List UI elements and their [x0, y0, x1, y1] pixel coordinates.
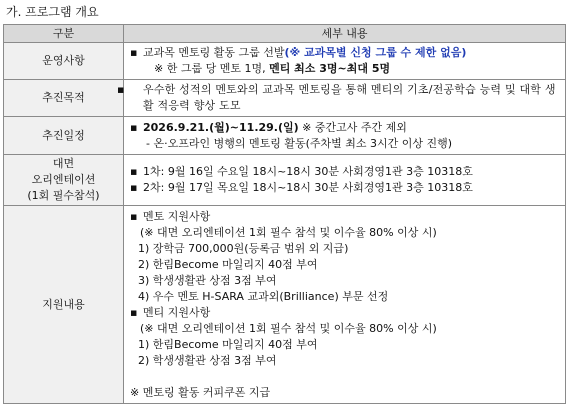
schedule-exclusion: ※ 중간고사 주간 제외	[298, 120, 407, 134]
orientation-session-2: 2차: 9월 17일 목요일 18시~18시 30분 사회경영1관 3층 10318호	[143, 181, 473, 194]
content-purpose	[117, 80, 566, 117]
orientation-label-3: (1회 필수참석)	[27, 189, 100, 202]
row-purpose	[4, 80, 566, 117]
orientation-label-2: 오리엔테이션	[31, 173, 96, 186]
content-orientation	[124, 155, 566, 206]
list-item: 1) 장학금 700,000원(등록금 범위 외 지급)	[138, 241, 349, 255]
row-schedule	[4, 117, 566, 155]
program-overview-table	[3, 24, 566, 404]
schedule-period: 2026.9.21.(월)~11.29.(일)	[143, 120, 299, 134]
bullet-icon: ▪	[130, 305, 138, 319]
header-category: 구분	[4, 25, 124, 43]
mentor-support-note: (※ 대면 오리엔테이션 1회 필수 참석 및 이수율 80% 이상 시)	[140, 225, 437, 239]
operation-line2: ※ 한 그룹 당 멘토 1명,	[154, 62, 270, 75]
bullet-icon: ▪	[130, 120, 138, 134]
operation-line1: 교과목 멘토링 활동 그룹 선발	[143, 46, 285, 59]
operation-mentee-range: 멘티 최소 3명~최대 5명	[269, 62, 391, 75]
row-operation	[4, 43, 566, 80]
row-support	[4, 206, 566, 404]
content-operation	[124, 43, 566, 80]
schedule-activity: - 온·오프라인 병행의 멘토링 활동(주차별 최소 3시간 이상 진행)	[146, 136, 453, 150]
operation-note-limit: (※ 교과목별 신청 그룹 수 제한 없음)	[284, 46, 467, 59]
purpose-text: 우수한 성적의 멘토와의 교과목 멘토링을 통해 멘티의 기초/전공학습 능력 및 대학 생활 적응력 향상 도모	[143, 83, 556, 112]
section-title: 가. 프로그램 개요	[6, 5, 99, 19]
bullet-icon: ▪	[130, 181, 138, 194]
list-item: 2) 한림Become 마일리지 40점 부여	[138, 257, 318, 271]
bullet-icon: ▪	[130, 165, 138, 178]
list-item: 2) 학생생활관 상점 3점 부여	[138, 353, 277, 367]
mentee-support-title: 멘티 지원사항	[143, 305, 211, 319]
list-item: 3) 학생생활관 상점 3점 부여	[138, 273, 277, 287]
content-schedule	[124, 117, 566, 155]
bullet-icon: ▪	[117, 83, 125, 96]
label-support: 지원내용	[4, 206, 124, 404]
coffee-coupon-note: ※ 멘토링 활동 커피쿠폰 지급	[130, 385, 271, 399]
content-support	[124, 206, 566, 404]
row-orientation	[4, 155, 566, 206]
orientation-label-1: 대면	[52, 157, 75, 170]
header-details: 세부 내용	[124, 25, 566, 43]
list-item: 4) 우수 멘토 H-SARA 교과외(Brilliance) 부문 선정	[138, 289, 389, 303]
label-purpose: 추진목적	[4, 80, 124, 117]
label-orientation	[4, 155, 124, 206]
mentee-support-note: (※ 대면 오리엔테이션 1회 필수 참석 및 이수율 80% 이상 시)	[140, 321, 437, 335]
bullet-icon: ▪	[130, 46, 138, 59]
list-item: 1) 한림Become 마일리지 40점 부여	[138, 337, 318, 351]
bullet-icon: ▪	[130, 209, 138, 223]
table-header-row	[4, 25, 566, 43]
orientation-session-1: 1차: 9월 16일 수요일 18시~18시 30분 사회경영1관 3층 10318호	[143, 165, 473, 178]
label-schedule: 추진일정	[4, 117, 124, 155]
mentor-support-title: 멘토 지원사항	[143, 209, 211, 223]
label-operation: 운영사항	[4, 43, 124, 80]
